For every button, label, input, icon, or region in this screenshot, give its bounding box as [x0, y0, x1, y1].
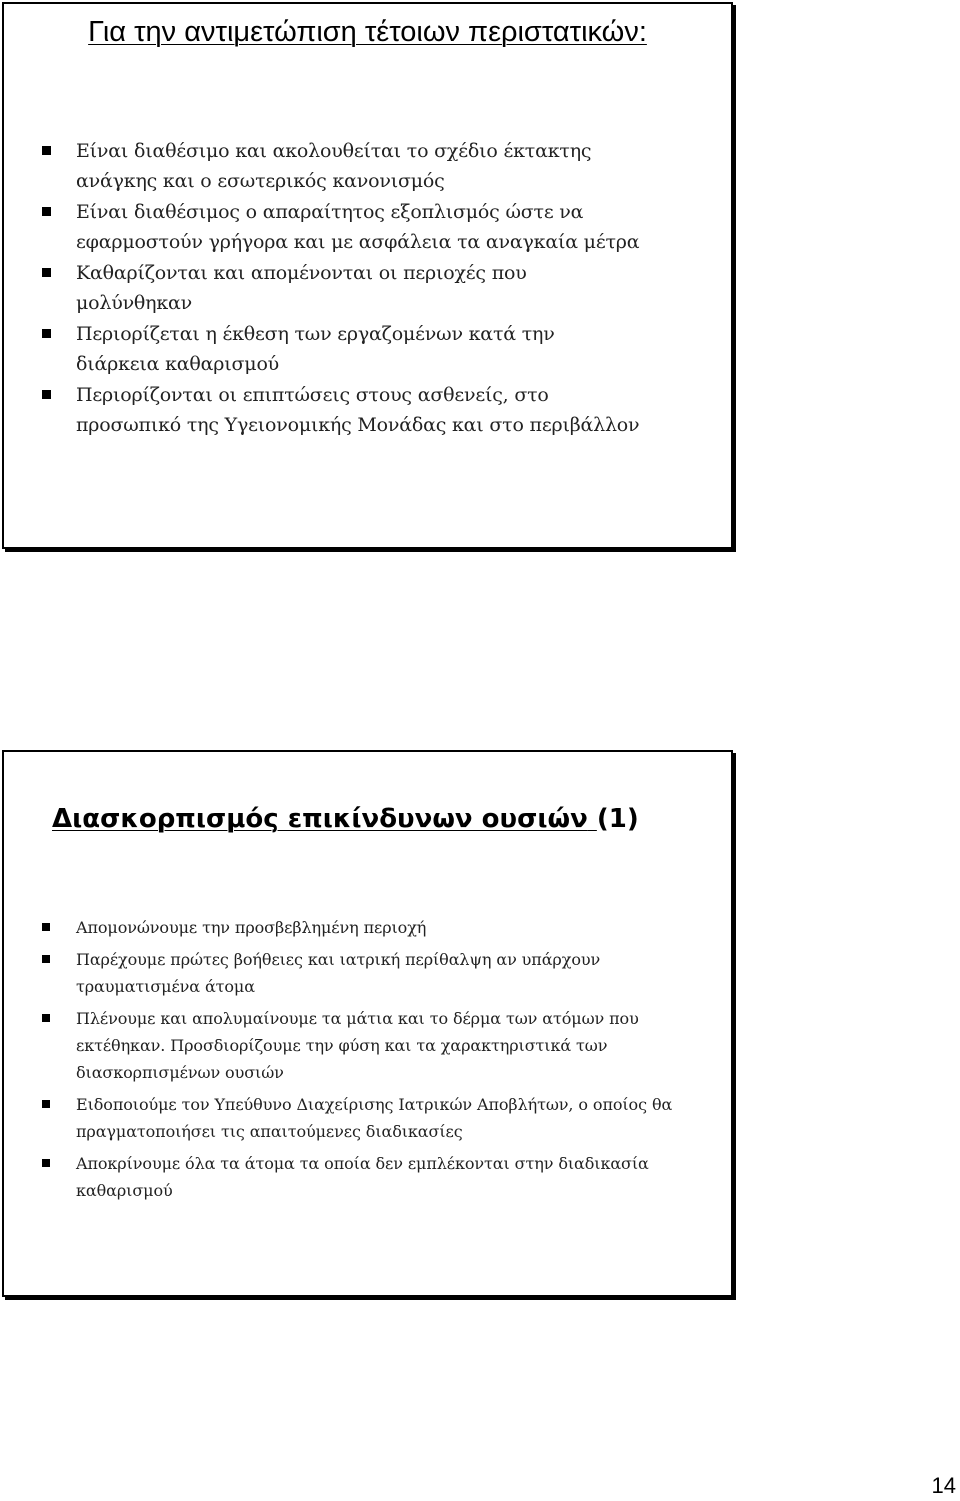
list-item [42, 258, 642, 318]
slide-1-bullet-list [42, 136, 642, 441]
slide-2-title-suffix: (1) [596, 804, 639, 834]
bullet-text: Αποκρίνουμε όλα τα άτομα τα οποία δεν εμπλέκονται στην διαδικασία καθαρισμού [76, 1154, 649, 1200]
bullet-text: Καθαρίζονται και απομένονται οι περιοχές που μολύνθηκαν [76, 262, 527, 314]
square-bullet-icon [42, 1159, 50, 1167]
square-bullet-icon [42, 329, 51, 338]
list-item [42, 380, 642, 440]
list-item [42, 1091, 692, 1145]
slide-2-title [52, 802, 639, 836]
slide-2-title-text: Διασκορπισμός επικίνδυνων ουσιών [52, 804, 588, 834]
square-bullet-icon [42, 1100, 50, 1108]
list-item [42, 1150, 692, 1204]
bullet-text: Είναι διαθέσιμος ο απαραίτητος εξοπλισμός ώστε να εφαρμοστούν γρήγορα και με ασφάλεια τα αναγκαία μέτρα [76, 201, 640, 253]
square-bullet-icon [42, 1014, 50, 1022]
page-number: 14 [931, 1473, 956, 1498]
bullet-text: Ειδοποιούμε τον Υπεύθυνο Διαχείρισης Ιατρικών Αποβλήτων, ο οποίος θα πραγματοποιήσει τις απαιτούμενες διαδικασίες [76, 1095, 673, 1141]
square-bullet-icon [42, 923, 50, 931]
slide-1-title: Για την αντιμετώπιση τέτοιων περιστατικών: [88, 16, 647, 48]
list-item [42, 197, 642, 257]
slide-2-bullet-list [42, 914, 692, 1209]
list-item [42, 1005, 692, 1086]
list-item [42, 914, 692, 941]
bullet-text: Είναι διαθέσιμο και ακολουθείται το σχέδιο έκτακτης ανάγκης και ο εσωτερικός κανονισμός [76, 140, 592, 192]
list-item [42, 136, 642, 196]
bullet-text: Παρέχουμε πρώτες βοήθειες και ιατρική περίθαλψη αν υπάρχουν τραυματισμένα άτομα [76, 950, 601, 996]
slide-2 [2, 750, 733, 1297]
square-bullet-icon [42, 268, 51, 277]
list-item [42, 319, 642, 379]
slide-1 [2, 2, 733, 549]
list-item [42, 946, 692, 1000]
bullet-text: Περιορίζεται η έκθεση των εργαζομένων κατά την διάρκεια καθαρισμού [76, 323, 555, 375]
square-bullet-icon [42, 390, 51, 399]
bullet-text: Πλένουμε και απολυμαίνουμε τα μάτια και το δέρμα των ατόμων που εκτέθηκαν. Προσδιορίζουμε την φύση και τα χαρακτηριστικά των διασκορπισμένων ουσιών [76, 1009, 639, 1082]
square-bullet-icon [42, 955, 50, 963]
bullet-text: Απομονώνουμε την προσβεβλημένη περιοχή [76, 918, 427, 937]
square-bullet-icon [42, 207, 51, 216]
square-bullet-icon [42, 146, 51, 155]
bullet-text: Περιορίζονται οι επιπτώσεις στους ασθενείς, στο προσωπικό της Υγειονομικής Μονάδας και στο περιβάλλον [76, 384, 640, 436]
